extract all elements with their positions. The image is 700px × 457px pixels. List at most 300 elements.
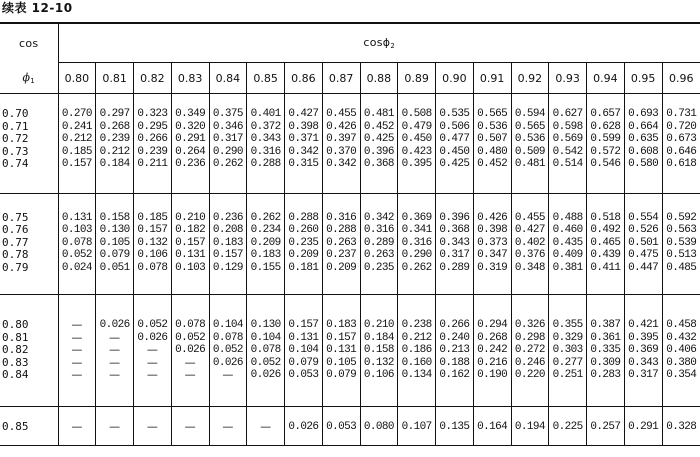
table-cell: 0.455: [322, 108, 360, 121]
table-cell: 0.290: [209, 146, 247, 159]
table-cell: 0.397: [322, 133, 360, 146]
table-cell: 0.432: [662, 332, 700, 345]
row-label: 0.73: [2, 144, 29, 158]
table-cell: 0.235: [285, 237, 323, 250]
table-cell: 0.376: [511, 249, 549, 262]
table-cell: 0.343: [436, 237, 474, 250]
table-row: [0, 344, 700, 357]
table-cell: 0.190: [473, 369, 511, 382]
table-cell: 0.536: [511, 133, 549, 146]
table-cell: —: [96, 421, 134, 434]
column-header: 0.88: [360, 63, 398, 94]
table-cell: 0.485: [662, 262, 700, 275]
table-cell: 0.328: [662, 421, 700, 434]
table-cell: 0.618: [662, 158, 700, 171]
table-cell: 0.563: [662, 224, 700, 237]
row-label: 0.83: [2, 355, 29, 369]
table-cell: 0.518: [587, 212, 625, 225]
table-cell: 0.208: [209, 224, 247, 237]
table-cell: 0.216: [473, 357, 511, 370]
row-label: 0.72: [2, 132, 29, 145]
table-cell: 0.427: [285, 108, 323, 121]
table-cell: —: [58, 344, 96, 357]
table-cell: 0.051: [96, 262, 134, 275]
table-cell: 0.375: [209, 108, 247, 121]
table-cell: 0.160: [398, 357, 436, 370]
table-cell: 0.129: [209, 262, 247, 275]
table-cell: 0.425: [436, 158, 474, 171]
table-cell: 0.731: [662, 108, 700, 121]
table-cell: —: [58, 319, 96, 332]
table-row: [0, 262, 700, 275]
table-cell: 0.194: [511, 421, 549, 434]
table-cell: 0.297: [96, 108, 134, 121]
table-cell: 0.053: [285, 369, 323, 382]
table-cell: 0.212: [96, 146, 134, 159]
power-factor-table: [0, 22, 700, 446]
table-cell: 0.106: [134, 249, 172, 262]
table-cell: 0.157: [285, 319, 323, 332]
table-cell: 0.052: [209, 344, 247, 357]
table-cell: 0.492: [587, 224, 625, 237]
table-cell: 0.316: [247, 146, 285, 159]
table-cell: 0.078: [171, 319, 209, 332]
table-cell: 0.539: [662, 237, 700, 250]
column-header: 0.95: [624, 63, 662, 94]
table-cell: 0.241: [58, 121, 96, 134]
table-cell: 0.105: [96, 237, 134, 250]
column-header: 0.92: [511, 63, 549, 94]
table-cell: 0.452: [473, 158, 511, 171]
table-cell: 0.455: [511, 212, 549, 225]
table-cell: 0.209: [247, 237, 285, 250]
table-cell: 0.132: [134, 237, 172, 250]
table-row: [0, 319, 700, 332]
table-cell: 0.107: [398, 421, 436, 434]
table-cell: 0.477: [436, 133, 474, 146]
table-cell: —: [171, 357, 209, 370]
table-cell: 0.341: [398, 224, 436, 237]
table-cell: 0.238: [398, 319, 436, 332]
table-cell: 0.316: [398, 237, 436, 250]
table-cell: 0.294: [473, 319, 511, 332]
table-cell: 0.183: [209, 237, 247, 250]
table-cell: 0.435: [549, 237, 587, 250]
table-cell: 0.266: [134, 133, 172, 146]
table-cell: 0.342: [285, 146, 323, 159]
table-cell: 0.335: [587, 344, 625, 357]
table-cell: 0.295: [134, 121, 172, 134]
column-group-title: cosϕ$_2$: [58, 23, 700, 63]
table-cell: 0.079: [96, 249, 134, 262]
table-cell: 0.184: [360, 332, 398, 345]
table-cell: 0.380: [662, 357, 700, 370]
table-cell: —: [171, 369, 209, 382]
table-cell: —: [58, 357, 96, 370]
column-header: 0.80: [58, 63, 96, 94]
table-cell: 0.426: [473, 212, 511, 225]
table-cell: —: [96, 369, 134, 382]
table-cell: 0.565: [473, 108, 511, 121]
table-cell: 0.078: [209, 332, 247, 345]
table-cell: 0.565: [511, 121, 549, 134]
table-cell: 0.479: [398, 121, 436, 134]
table-cell: 0.599: [587, 133, 625, 146]
table-cell: 0.184: [96, 158, 134, 171]
table-cell: —: [58, 332, 96, 345]
row-header-cos: cos: [0, 23, 58, 63]
column-header: 0.90: [436, 63, 474, 94]
table-cell: 0.185: [58, 146, 96, 159]
table-cell: 0.266: [436, 319, 474, 332]
table-cell: 0.475: [624, 249, 662, 262]
table-cell: 0.369: [624, 344, 662, 357]
table-row: [0, 212, 700, 225]
table-cell: 0.402: [511, 237, 549, 250]
table-cell: 0.130: [96, 224, 134, 237]
table-cell: 0.155: [247, 262, 285, 275]
table-cell: 0.158: [360, 344, 398, 357]
table-cell: 0.395: [398, 158, 436, 171]
table-cell: 0.526: [624, 224, 662, 237]
table-cell: 0.235: [360, 262, 398, 275]
table-cell: —: [209, 421, 247, 434]
table-cell: 0.288: [285, 212, 323, 225]
table-cell: 0.646: [662, 146, 700, 159]
table-cell: 0.317: [209, 133, 247, 146]
table-cell: 0.105: [322, 357, 360, 370]
table-caption: 续表 12-10: [2, 1, 73, 15]
table-cell: 0.234: [247, 224, 285, 237]
table-row: [0, 357, 700, 370]
table-cell: —: [58, 421, 96, 434]
table-cell: 0.131: [285, 332, 323, 345]
table-cell: 0.131: [171, 249, 209, 262]
table-cell: 0.458: [662, 319, 700, 332]
table-cell: 0.026: [209, 357, 247, 370]
column-header: 0.84: [209, 63, 247, 94]
table-cell: 0.673: [662, 133, 700, 146]
table-row: [0, 121, 700, 134]
table-cell: 0.236: [209, 212, 247, 225]
table-cell: 0.447: [624, 262, 662, 275]
table-cell: 0.052: [171, 332, 209, 345]
column-header: 0.85: [247, 63, 285, 94]
table-row: [0, 421, 700, 434]
table-cell: 0.317: [436, 249, 474, 262]
table-cell: 0.268: [473, 332, 511, 345]
table-cell: 0.212: [58, 133, 96, 146]
table-cell: 0.320: [171, 121, 209, 134]
row-label: 0.70: [2, 107, 29, 120]
table-cell: 0.506: [436, 121, 474, 134]
table-cell: —: [134, 369, 172, 382]
table-cell: 0.026: [96, 319, 134, 332]
table-cell: 0.411: [587, 262, 625, 275]
table-cell: 0.387: [587, 319, 625, 332]
table-cell: 0.277: [549, 357, 587, 370]
row-label: 0.71: [2, 119, 29, 133]
table-cell: 0.514: [549, 158, 587, 171]
column-header: 0.96: [662, 63, 700, 94]
header-row-title: [0, 23, 700, 63]
table-cell: 0.182: [171, 224, 209, 237]
table-row: [0, 369, 700, 382]
table-cell: 0.481: [511, 158, 549, 171]
table-cell: 0.342: [322, 158, 360, 171]
column-header: 0.82: [134, 63, 172, 94]
table-cell: 0.594: [511, 108, 549, 121]
table-cell: 0.131: [58, 212, 96, 225]
table-cell: 0.104: [285, 344, 323, 357]
table-cell: 0.370: [322, 146, 360, 159]
table-cell: —: [171, 421, 209, 434]
table-cell: 0.592: [662, 212, 700, 225]
table-cell: 0.246: [511, 357, 549, 370]
table-cell: 0.289: [360, 237, 398, 250]
row-label: 0.81: [2, 330, 29, 344]
table-cell: 0.157: [134, 224, 172, 237]
table-cell: 0.288: [322, 224, 360, 237]
table-cell: 0.290: [398, 249, 436, 262]
table-cell: 0.348: [511, 262, 549, 275]
table-cell: 0.239: [96, 133, 134, 146]
table-cell: 0.315: [285, 158, 323, 171]
table-cell: 0.598: [549, 121, 587, 134]
table-cell: 0.309: [587, 357, 625, 370]
table-cell: 0.323: [134, 108, 172, 121]
table-cell: 0.052: [134, 319, 172, 332]
table-cell: 0.657: [587, 108, 625, 121]
table-cell: 0.580: [624, 158, 662, 171]
table-cell: 0.349: [171, 108, 209, 121]
table-cell: 0.263: [322, 237, 360, 250]
table-cell: 0.481: [360, 108, 398, 121]
table-cell: 0.329: [549, 332, 587, 345]
table-cell: 0.513: [662, 249, 700, 262]
table-cell: 0.052: [247, 357, 285, 370]
table-cell: 0.343: [247, 133, 285, 146]
table-cell: 0.181: [285, 262, 323, 275]
table-cell: 0.398: [473, 224, 511, 237]
table-cell: 0.298: [511, 332, 549, 345]
table-cell: 0.263: [360, 249, 398, 262]
table-cell: 0.257: [587, 421, 625, 434]
table-row: [0, 133, 700, 146]
table-cell: 0.289: [436, 262, 474, 275]
table-cell: 0.183: [247, 249, 285, 262]
table-cell: 0.052: [58, 249, 96, 262]
column-header: 0.93: [549, 63, 587, 94]
column-header: 0.86: [285, 63, 323, 94]
table-cell: 0.130: [247, 319, 285, 332]
table-cell: 0.239: [134, 146, 172, 159]
table-cell: 0.283: [587, 369, 625, 382]
table-cell: 0.078: [58, 237, 96, 250]
table-cell: 0.381: [549, 262, 587, 275]
row-header-phi: $\phi_1$: [22, 70, 36, 85]
table-cell: —: [58, 369, 96, 382]
table-cell: 0.260: [285, 224, 323, 237]
table-cell: 0.131: [322, 344, 360, 357]
table-row: [0, 332, 700, 345]
table-cell: 0.371: [285, 133, 323, 146]
row-label: 0.80: [2, 318, 29, 331]
table-cell: 0.080: [360, 421, 398, 434]
table-cell: 0.236: [171, 158, 209, 171]
table-cell: 0.213: [436, 344, 474, 357]
table-cell: 0.104: [209, 319, 247, 332]
table-cell: —: [134, 357, 172, 370]
table-row: [0, 146, 700, 159]
table-cell: 0.024: [58, 262, 96, 275]
table-cell: 0.185: [134, 212, 172, 225]
table-cell: 0.303: [549, 344, 587, 357]
table-cell: 0.627: [549, 108, 587, 121]
table-cell: 0.664: [624, 121, 662, 134]
table-cell: 0.343: [624, 357, 662, 370]
table-cell: 0.242: [473, 344, 511, 357]
table-cell: 0.212: [398, 332, 436, 345]
table-cell: 0.186: [398, 344, 436, 357]
table-cell: 0.546: [587, 158, 625, 171]
table-cell: 0.237: [322, 249, 360, 262]
table-cell: 0.347: [473, 249, 511, 262]
table-cell: 0.569: [549, 133, 587, 146]
table-cell: 0.572: [587, 146, 625, 159]
table-cell: 0.270: [58, 108, 96, 121]
table-cell: 0.439: [587, 249, 625, 262]
table-cell: 0.188: [436, 357, 474, 370]
table-cell: 0.452: [360, 121, 398, 134]
table-cell: 0.450: [398, 133, 436, 146]
table-cell: 0.262: [209, 158, 247, 171]
table-cell: 0.262: [398, 262, 436, 275]
table-cell: 0.508: [398, 108, 436, 121]
table-cell: 0.317: [624, 369, 662, 382]
table-cell: 0.132: [360, 357, 398, 370]
table-cell: 0.501: [624, 237, 662, 250]
table-cell: 0.157: [171, 237, 209, 250]
row-label: 0.77: [2, 235, 29, 249]
table-cell: 0.608: [624, 146, 662, 159]
table-cell: 0.480: [473, 146, 511, 159]
table-cell: 0.425: [360, 133, 398, 146]
table-cell: 0.210: [171, 212, 209, 225]
table-cell: 0.209: [285, 249, 323, 262]
column-header: 0.81: [96, 63, 134, 94]
table-cell: 0.104: [247, 332, 285, 345]
table-cell: 0.251: [549, 369, 587, 382]
table-cell: 0.354: [662, 369, 700, 382]
table-cell: 0.262: [247, 212, 285, 225]
table-row: [0, 158, 700, 171]
header-row-columns: [0, 63, 700, 94]
table-cell: —: [209, 369, 247, 382]
row-label: 0.75: [2, 210, 29, 224]
table-cell: —: [96, 344, 134, 357]
table-row: [0, 108, 700, 121]
table-cell: 0.409: [549, 249, 587, 262]
table-cell: 0.396: [436, 212, 474, 225]
table-cell: 0.554: [624, 212, 662, 225]
table-cell: 0.078: [134, 262, 172, 275]
table-cell: 0.426: [322, 121, 360, 134]
table-cell: 0.078: [247, 344, 285, 357]
table-cell: 0.423: [398, 146, 436, 159]
table-cell: 0.220: [511, 369, 549, 382]
table-cell: 0.106: [360, 369, 398, 382]
table-cell: 0.157: [322, 332, 360, 345]
table-cell: 0.079: [322, 369, 360, 382]
table-cell: 0.693: [624, 108, 662, 121]
table-cell: 0.720: [662, 121, 700, 134]
table-cell: 0.316: [322, 212, 360, 225]
table-cell: 0.326: [511, 319, 549, 332]
table-cell: —: [96, 332, 134, 345]
table-cell: 0.361: [587, 332, 625, 345]
table-cell: 0.103: [171, 262, 209, 275]
table-cell: 0.135: [436, 421, 474, 434]
column-header: 0.89: [398, 63, 436, 94]
table-cell: 0.635: [624, 133, 662, 146]
table-cell: 0.211: [134, 158, 172, 171]
table-cell: 0.264: [171, 146, 209, 159]
row-label: 0.76: [2, 223, 29, 236]
table-cell: 0.240: [436, 332, 474, 345]
table-cell: 0.157: [209, 249, 247, 262]
row-label: 0.82: [2, 343, 29, 356]
table-cell: 0.183: [322, 319, 360, 332]
table-cell: 0.134: [398, 369, 436, 382]
table-cell: 0.507: [473, 133, 511, 146]
table-cell: —: [247, 421, 285, 434]
table-cell: 0.157: [58, 158, 96, 171]
table-cell: 0.536: [473, 121, 511, 134]
table-cell: 0.535: [436, 108, 474, 121]
table-cell: 0.026: [285, 421, 323, 434]
table-cell: 0.450: [436, 146, 474, 159]
column-header: 0.94: [587, 63, 625, 94]
table-row: [0, 249, 700, 262]
table-cell: 0.316: [360, 224, 398, 237]
table-cell: 0.628: [587, 121, 625, 134]
table-cell: 0.319: [473, 262, 511, 275]
row-label: 0.74: [2, 157, 29, 170]
table-cell: 0.291: [171, 133, 209, 146]
table-cell: 0.369: [398, 212, 436, 225]
row-label: 0.85: [2, 419, 29, 433]
table-cell: 0.209: [322, 262, 360, 275]
table-cell: 0.288: [247, 158, 285, 171]
table-cell: 0.355: [549, 319, 587, 332]
table-cell: 0.268: [96, 121, 134, 134]
table-cell: 0.210: [360, 319, 398, 332]
table-cell: 0.427: [511, 224, 549, 237]
table-cell: 0.542: [549, 146, 587, 159]
row-label: 0.84: [2, 368, 29, 381]
table-cell: —: [134, 344, 172, 357]
row-label: 0.79: [2, 260, 29, 274]
table-row: [0, 224, 700, 237]
table-cell: 0.373: [473, 237, 511, 250]
table-cell: 0.053: [322, 421, 360, 434]
table-cell: 0.465: [587, 237, 625, 250]
table-cell: 0.026: [171, 344, 209, 357]
column-header: 0.83: [171, 63, 209, 94]
column-header: 0.91: [473, 63, 511, 94]
table-cell: 0.158: [96, 212, 134, 225]
